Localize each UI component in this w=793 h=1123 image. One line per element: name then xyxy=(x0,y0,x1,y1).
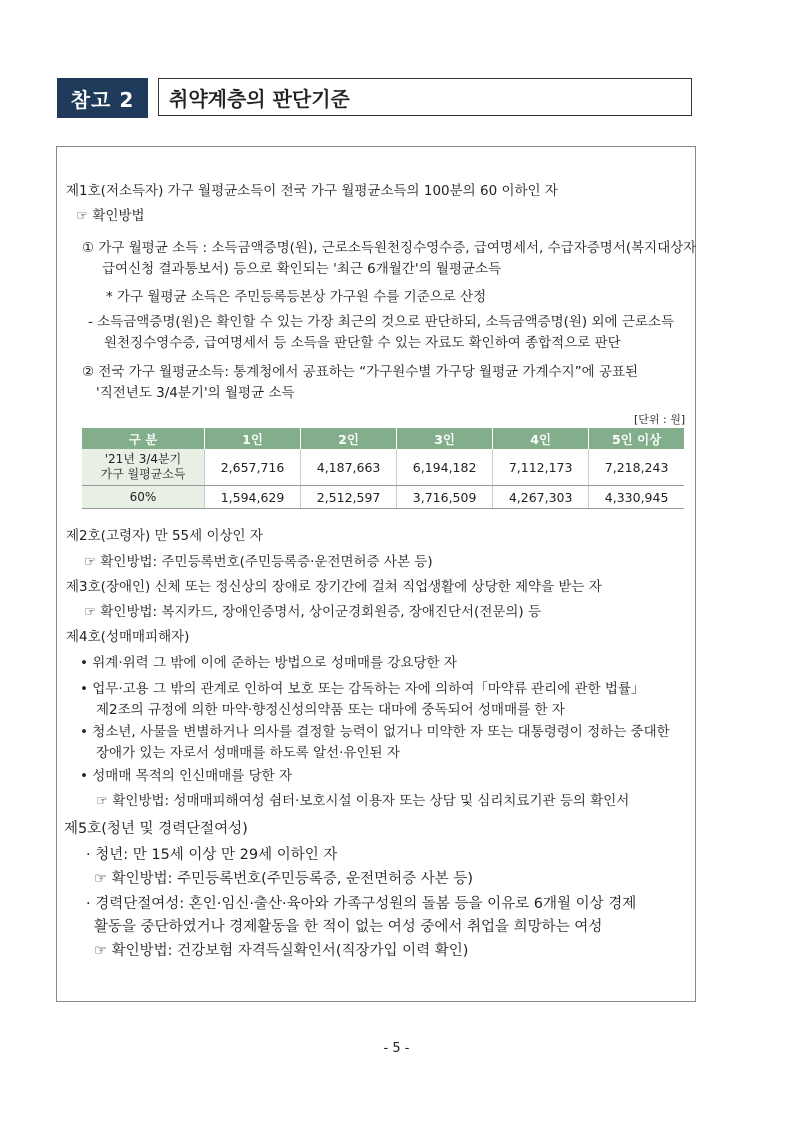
item-4-bullet-4: • 성매매 목적의 인신매매를 당한 자 xyxy=(80,768,292,784)
item-4-bullet-1: • 위계·위력 그 밖에 이에 준하는 방법으로 성매매를 강요당한 자 xyxy=(80,655,457,671)
item-5-women-check: ☞ 확인방법: 건강보험 자격득실확인서(직장가입 이력 확인) xyxy=(94,943,469,959)
item-5-heading: 제5호(청년 및 경력단절여성) xyxy=(64,821,248,837)
item-3-check: ☞ 확인방법: 복지카드, 장애인증명서, 상이군경회원증, 장애진단서(전문의) 등 xyxy=(84,604,542,620)
table-header: 4인 xyxy=(493,428,589,449)
item-1-dash-cont: 원천징수영수증, 급여명세서 등 소득을 판단할 수 있는 자료도 확인하여 종합적으로 판단 xyxy=(104,335,621,351)
item-2-check: ☞ 확인방법: 주민등록번호(주민등록증·운전면허증 사본 등) xyxy=(84,554,433,570)
table-cell: 7,112,173 xyxy=(493,449,589,486)
page-number: - 5 - xyxy=(383,1041,410,1056)
row-label: 60% xyxy=(82,486,205,509)
table-cell: 4,187,663 xyxy=(301,449,397,486)
item-1-point-2-cont: '직전년도 3/4분기'의 월평균 소득 xyxy=(96,385,295,401)
item-1-point-1-cont: 급여신청 결과통보서) 등으로 확인되는 '최근 6개월간'의 월평균소득 xyxy=(102,261,502,277)
item-4-bullet-2-cont: 제2조의 규정에 의한 마약·향정신성의약품 또는 대마에 중독되어 성매매를 한 자 xyxy=(96,702,565,718)
section-tag: 참고 2 xyxy=(57,78,148,118)
check-method-label: ☞ 확인방법 xyxy=(76,208,145,224)
row-label: '21년 3/4분기 가구 월평균소득 xyxy=(82,449,205,486)
table-cell: 4,330,945 xyxy=(589,486,684,509)
table-cell: 6,194,182 xyxy=(397,449,493,486)
table-cell: 2,657,716 xyxy=(205,449,301,486)
item-5-youth: · 청년: 만 15세 이상 만 29세 이하인 자 xyxy=(86,847,338,863)
table-header: 1인 xyxy=(205,428,301,449)
table-header: 5인 이상 xyxy=(589,428,684,449)
section-title: 취약계층의 판단기준 xyxy=(158,78,692,116)
item-4-check: ☞ 확인방법: 성매매피해여성 쉼터·보호시설 이용자 또는 상담 및 심리치료기관 등의 확인서 xyxy=(96,793,630,809)
income-table xyxy=(82,428,684,509)
item-5-women-cont: 활동을 중단하였거나 경제활동을 한 적이 없는 여성 중에서 취업을 희망하는 여성 xyxy=(94,919,603,935)
item-5-women: · 경력단절여성: 혼인·임신·출산·육아와 가족구성원의 돌봄 등을 이유로 6개월 이상 경제 xyxy=(86,896,637,912)
table-cell: 4,267,303 xyxy=(493,486,589,509)
item-4-bullet-3-cont: 장애가 있는 자로서 성매매를 하도록 알선·유인된 자 xyxy=(96,745,400,761)
item-2-heading: 제2호(고령자) 만 55세 이상인 자 xyxy=(66,528,263,544)
item-4-bullet-3: • 청소년, 사물을 변별하거나 의사를 결정할 능력이 없거나 미약한 자 또는 대통령령이 정하는 중대한 xyxy=(80,724,670,740)
item-5-youth-check: ☞ 확인방법: 주민등록번호(주민등록증, 운전면허증 사본 등) xyxy=(94,871,474,887)
table-cell: 3,716,509 xyxy=(397,486,493,509)
table-header: 2인 xyxy=(301,428,397,449)
table-cell: 1,594,629 xyxy=(205,486,301,509)
table-row xyxy=(82,486,684,509)
table-header: 3인 xyxy=(397,428,493,449)
item-1-point-2: ② 전국 가구 월평균소득: 통계청에서 공표하는 “가구원수별 가구당 월평균 가계수지”에 공표된 xyxy=(82,364,639,380)
item-3-heading: 제3호(장애인) 신체 또는 정신상의 장애로 장기간에 걸쳐 직업생활에 상당한 제약을 받는 자 xyxy=(66,579,602,595)
table-unit: [단위 : 원] xyxy=(634,413,686,426)
table-header-row xyxy=(82,428,684,449)
table-cell: 7,218,243 xyxy=(589,449,684,486)
table-row xyxy=(82,449,684,486)
item-4-heading: 제4호(성매매피해자) xyxy=(66,629,190,645)
item-1-heading: 제1호(저소득자) 가구 월평균소득이 전국 가구 월평균소득의 100분의 60 이하인 자 xyxy=(66,183,558,199)
item-1-note: * 가구 월평균 소득은 주민등록등본상 가구원 수를 기준으로 산정 xyxy=(106,289,487,305)
table-cell: 2,512,597 xyxy=(301,486,397,509)
table-header: 구 분 xyxy=(82,428,205,449)
item-1-dash: - 소득금액증명(원)은 확인할 수 있는 가장 최근의 것으로 판단하되, 소득금액증명(원) 외에 근로소득 xyxy=(88,314,675,330)
item-4-bullet-2: • 업무·고용 그 밖의 관계로 인하여 보호 또는 감독하는 자에 의하여「마약류 관리에 관한 법률」 xyxy=(80,681,645,697)
item-1-point-1: ① 가구 월평균 소득 : 소득금액증명(원), 근로소득원천징수영수증, 급여명세서, 수급자증명서(복지대상자 xyxy=(82,240,697,256)
